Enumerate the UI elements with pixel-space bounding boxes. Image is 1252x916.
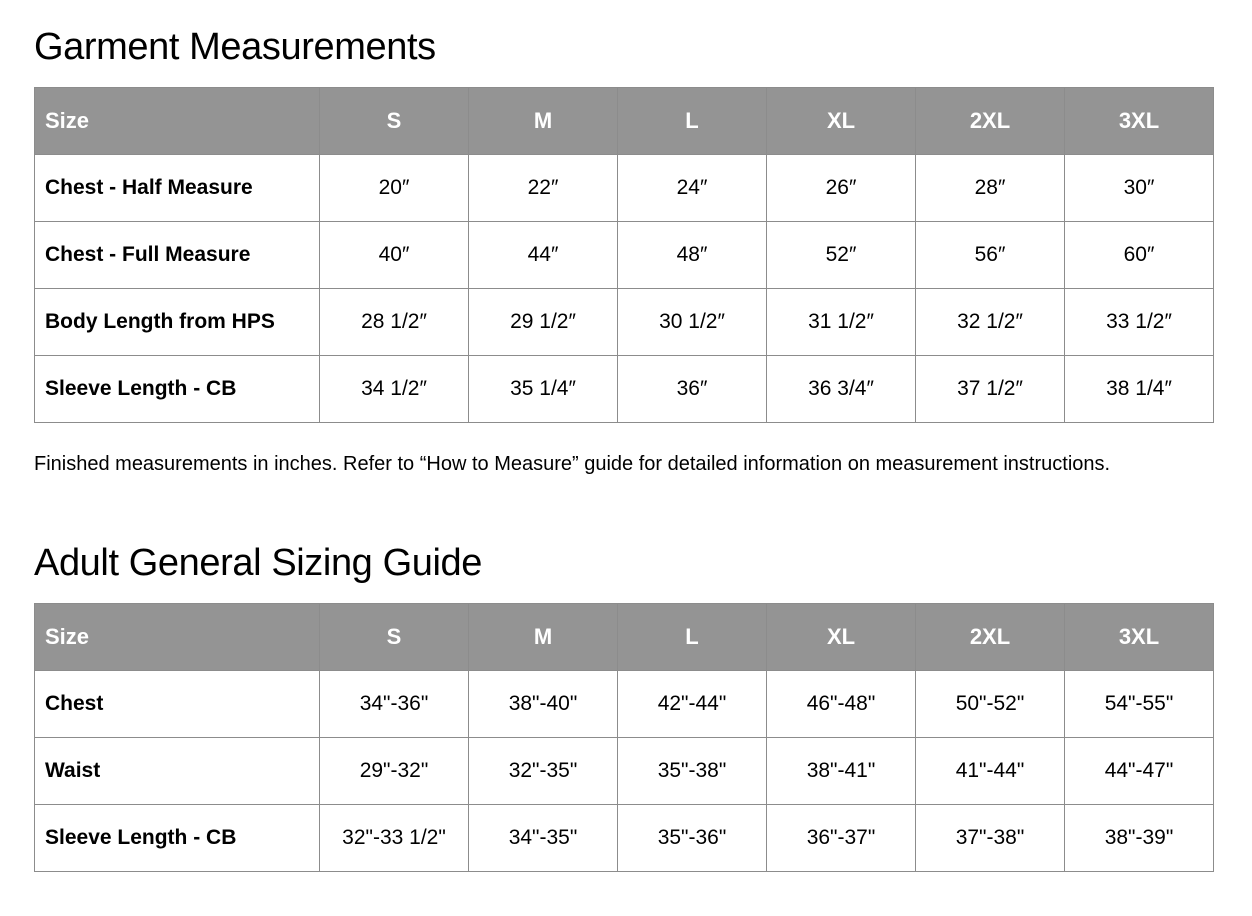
table-cell: 36"-37"	[767, 805, 916, 872]
table-cell: 46"-48"	[767, 671, 916, 738]
row-label: Sleeve Length - CB	[35, 805, 320, 872]
table-cell: 29"-32"	[320, 738, 469, 805]
table-cell: 35 1/4″	[469, 356, 618, 423]
header-size-label: Size	[35, 88, 320, 155]
header-size-xl: XL	[767, 604, 916, 671]
table-cell: 35"-36"	[618, 805, 767, 872]
table-row	[35, 738, 1214, 805]
garment-measurements-table	[34, 87, 1214, 423]
row-label: Chest	[35, 671, 320, 738]
table-cell: 22″	[469, 155, 618, 222]
table-header-row	[35, 604, 1214, 671]
table-row	[35, 356, 1214, 423]
table-cell: 32"-33 1/2"	[320, 805, 469, 872]
measurement-note: Finished measurements in inches. Refer to “How to Measure” guide for detailed information on measurement instructions.	[34, 453, 1111, 475]
header-size-xl: XL	[767, 88, 916, 155]
header-size-2xl: 2XL	[916, 88, 1065, 155]
table-cell: 38"-41"	[767, 738, 916, 805]
table-cell: 52″	[767, 222, 916, 289]
table-cell: 29 1/2″	[469, 289, 618, 356]
table-cell: 35"-38"	[618, 738, 767, 805]
header-size-3xl: 3XL	[1065, 604, 1214, 671]
table-cell: 36″	[618, 356, 767, 423]
table-cell: 34"-35"	[469, 805, 618, 872]
header-size-label: Size	[35, 604, 320, 671]
table-header-row	[35, 88, 1214, 155]
table-cell: 37 1/2″	[916, 356, 1065, 423]
header-size-2xl: 2XL	[916, 604, 1065, 671]
table-cell: 44"-47"	[1065, 738, 1214, 805]
garment-measurements-title: Garment Measurements	[34, 26, 436, 68]
table-cell: 44″	[469, 222, 618, 289]
table-cell: 24″	[618, 155, 767, 222]
row-label: Chest - Full Measure	[35, 222, 320, 289]
header-size-s: S	[320, 604, 469, 671]
table-cell: 48″	[618, 222, 767, 289]
table-cell: 40″	[320, 222, 469, 289]
header-size-s: S	[320, 88, 469, 155]
header-size-m: M	[469, 88, 618, 155]
adult-sizing-guide-title: Adult General Sizing Guide	[34, 542, 482, 584]
table-cell: 60″	[1065, 222, 1214, 289]
row-label: Waist	[35, 738, 320, 805]
table-row	[35, 222, 1214, 289]
header-size-l: L	[618, 604, 767, 671]
header-size-3xl: 3XL	[1065, 88, 1214, 155]
table-cell: 42"-44"	[618, 671, 767, 738]
table-row	[35, 155, 1214, 222]
table-row	[35, 289, 1214, 356]
row-label: Sleeve Length - CB	[35, 356, 320, 423]
table-cell: 30″	[1065, 155, 1214, 222]
table-cell: 50"-52"	[916, 671, 1065, 738]
header-size-l: L	[618, 88, 767, 155]
header-size-m: M	[469, 604, 618, 671]
table-cell: 38 1/4″	[1065, 356, 1214, 423]
table-cell: 36 3/4″	[767, 356, 916, 423]
table-cell: 34"-36"	[320, 671, 469, 738]
table-cell: 33 1/2″	[1065, 289, 1214, 356]
table-cell: 54"-55"	[1065, 671, 1214, 738]
table-cell: 26″	[767, 155, 916, 222]
row-label: Chest - Half Measure	[35, 155, 320, 222]
table-cell: 32"-35"	[469, 738, 618, 805]
table-cell: 30 1/2″	[618, 289, 767, 356]
table-row	[35, 671, 1214, 738]
table-cell: 41"-44"	[916, 738, 1065, 805]
row-label: Body Length from HPS	[35, 289, 320, 356]
table-cell: 34 1/2″	[320, 356, 469, 423]
table-cell: 37"-38"	[916, 805, 1065, 872]
table-cell: 32 1/2″	[916, 289, 1065, 356]
table-cell: 28″	[916, 155, 1065, 222]
table-cell: 56″	[916, 222, 1065, 289]
adult-sizing-guide-table	[34, 603, 1214, 872]
table-cell: 31 1/2″	[767, 289, 916, 356]
table-row	[35, 805, 1214, 872]
table-cell: 38"-40"	[469, 671, 618, 738]
table-cell: 20″	[320, 155, 469, 222]
table-cell: 38"-39"	[1065, 805, 1214, 872]
table-cell: 28 1/2″	[320, 289, 469, 356]
